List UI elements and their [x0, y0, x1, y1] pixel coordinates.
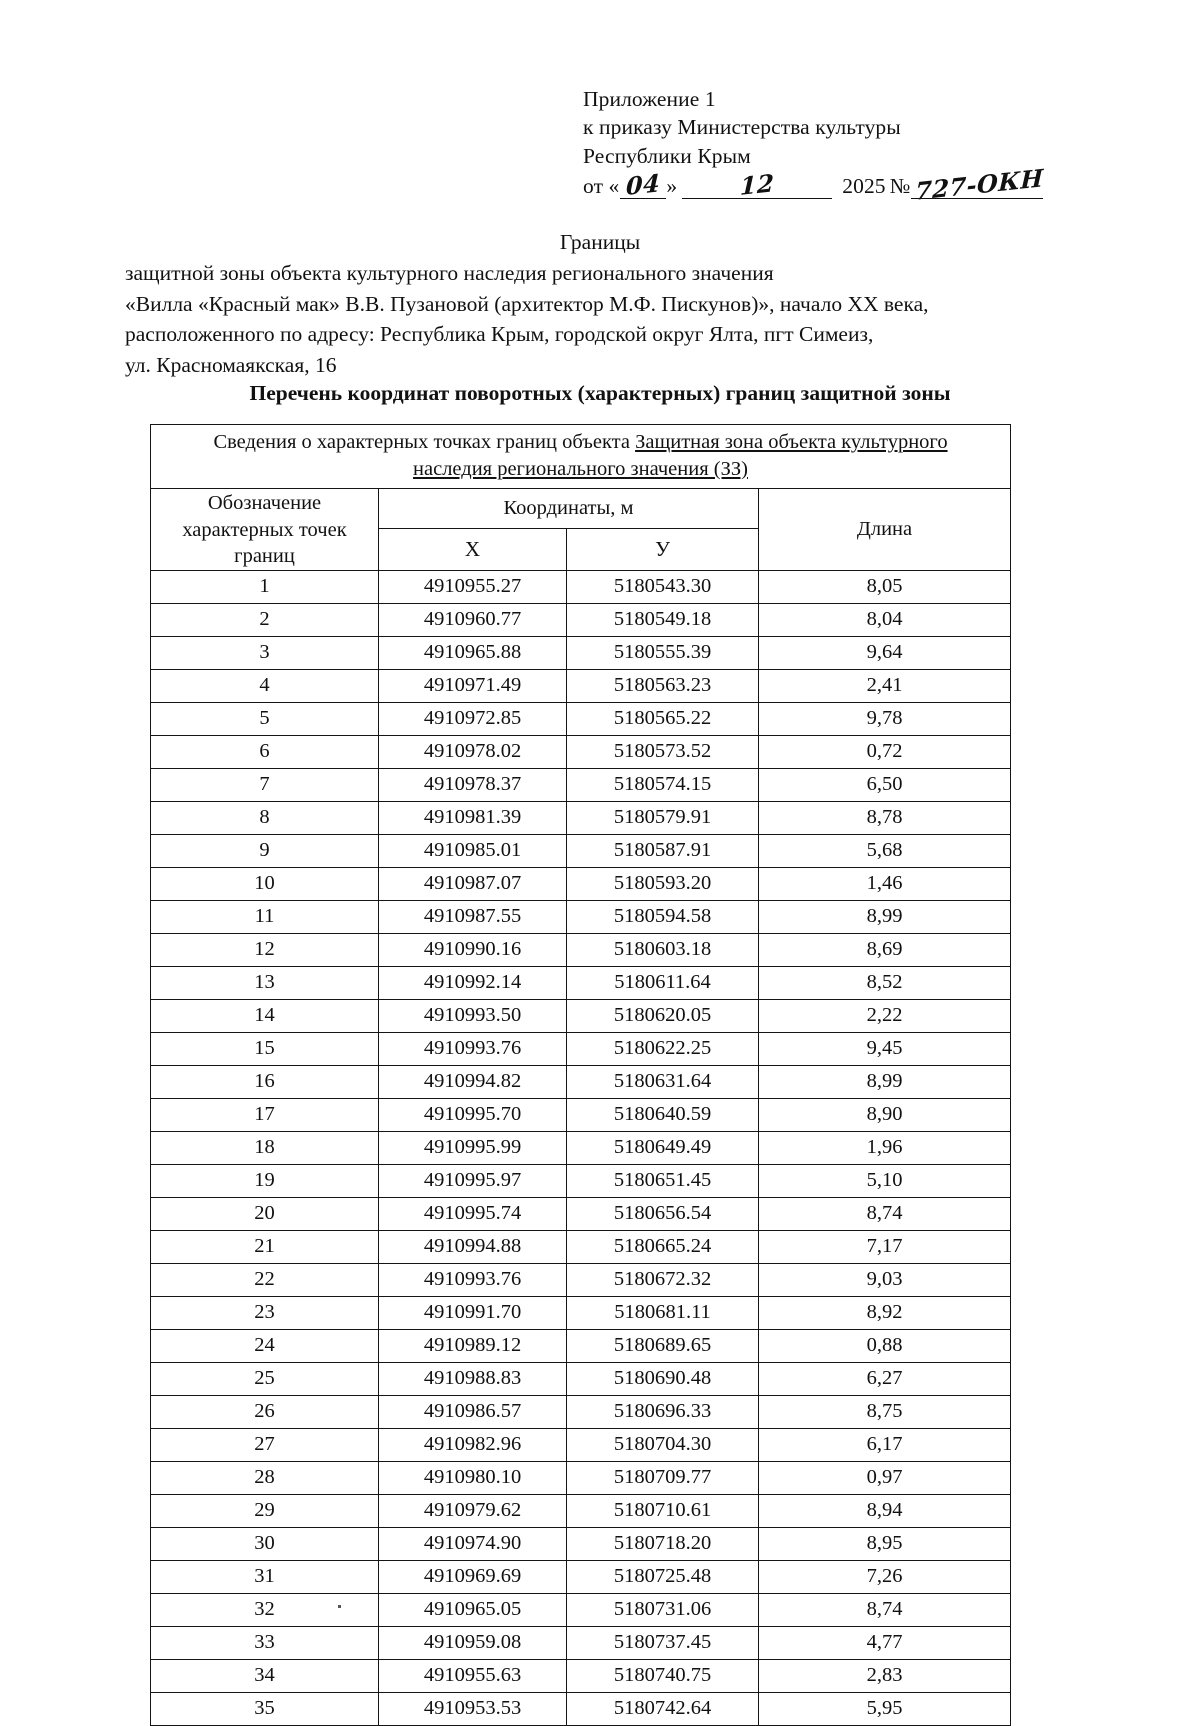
segment-length: 8,04: [759, 603, 1011, 636]
coordinate-y: 5180665.24: [567, 1230, 759, 1263]
appendix-header: [583, 85, 1045, 206]
point-id: 24: [151, 1329, 379, 1362]
table-row: [151, 1461, 1011, 1494]
table-row: [151, 1329, 1011, 1362]
coordinate-y: 5180742.64: [567, 1692, 759, 1725]
coordinate-x: 4910985.01: [379, 834, 567, 867]
segment-length: 8,69: [759, 933, 1011, 966]
coordinate-x: 4910989.12: [379, 1329, 567, 1362]
coordinate-y: 5180709.77: [567, 1461, 759, 1494]
table-header-row-1: [151, 489, 1011, 528]
page-mark: [338, 1605, 341, 1608]
segment-length: 4,77: [759, 1626, 1011, 1659]
point-id: 16: [151, 1065, 379, 1098]
point-id: 7: [151, 768, 379, 801]
segment-length: 9,64: [759, 636, 1011, 669]
coordinate-y: 5180565.22: [567, 702, 759, 735]
paragraph-line-2: «Вилла «Красный мак» В.В. Пузановой (архитектор М.Ф. Пискунов)», начало XX века,: [125, 291, 929, 316]
segment-length: 0,72: [759, 735, 1011, 768]
coordinate-y: 5180579.91: [567, 801, 759, 834]
segment-length: 9,45: [759, 1032, 1011, 1065]
coordinate-x: 4910969.69: [379, 1560, 567, 1593]
segment-length: 8,90: [759, 1098, 1011, 1131]
point-id: 29: [151, 1494, 379, 1527]
coordinate-y: 5180593.20: [567, 867, 759, 900]
coordinate-y: 5180710.61: [567, 1494, 759, 1527]
coordinate-x: 4910995.99: [379, 1131, 567, 1164]
coordinate-y: 5180573.52: [567, 735, 759, 768]
point-id: 33: [151, 1626, 379, 1659]
point-id: 12: [151, 933, 379, 966]
point-id: 5: [151, 702, 379, 735]
table-row: [151, 1032, 1011, 1065]
segment-length: 7,17: [759, 1230, 1011, 1263]
coordinate-y: 5180731.06: [567, 1593, 759, 1626]
point-id: 26: [151, 1395, 379, 1428]
section-title: Перечень координат поворотных (характерных) границ защитной зоны: [249, 381, 951, 405]
coordinate-x: 4910953.53: [379, 1692, 567, 1725]
paragraph-line-3: расположенного по адресу: Республика Крым, городской округ Ялта, пгт Симеиз,: [125, 322, 874, 347]
point-id: 23: [151, 1296, 379, 1329]
table-row: [151, 636, 1011, 669]
coordinate-y: 5180649.49: [567, 1131, 759, 1164]
table-row: [151, 933, 1011, 966]
table-row: [151, 1362, 1011, 1395]
banner-underlined-1: Защитная зона объекта культурного: [635, 431, 948, 453]
table-row: [151, 1197, 1011, 1230]
coordinate-y: 5180740.75: [567, 1659, 759, 1692]
segment-length: 8,75: [759, 1395, 1011, 1428]
coordinate-x: 4910982.96: [379, 1428, 567, 1461]
coordinate-y: 5180704.30: [567, 1428, 759, 1461]
point-id: 35: [151, 1692, 379, 1725]
coordinate-x: 4910987.55: [379, 900, 567, 933]
segment-length: 2,83: [759, 1659, 1011, 1692]
coordinate-y: 5180611.64: [567, 966, 759, 999]
table-row: [151, 999, 1011, 1032]
point-id: 32: [151, 1593, 379, 1626]
date-year: 2025: [842, 174, 886, 199]
coordinate-x: 4910988.83: [379, 1362, 567, 1395]
point-id: 21: [151, 1230, 379, 1263]
table-row: [151, 867, 1011, 900]
coordinate-x: 4910994.88: [379, 1230, 567, 1263]
point-id: 30: [151, 1527, 379, 1560]
segment-length: 9,78: [759, 702, 1011, 735]
coordinate-x: 4910955.27: [379, 570, 567, 603]
table-row: [151, 834, 1011, 867]
table-row: [151, 702, 1011, 735]
table-row: [151, 801, 1011, 834]
segment-length: 5,10: [759, 1164, 1011, 1197]
coordinate-x: 4910960.77: [379, 603, 567, 636]
point-id: 1: [151, 570, 379, 603]
coordinate-y: 5180549.18: [567, 603, 759, 636]
segment-length: 8,99: [759, 1065, 1011, 1098]
point-id: 27: [151, 1428, 379, 1461]
number-sign-label: №: [889, 174, 911, 199]
order-number-field: [911, 163, 1045, 206]
appendix-label: Приложение 1: [583, 87, 716, 111]
table-row: [151, 768, 1011, 801]
coordinate-x: 4910980.10: [379, 1461, 567, 1494]
segment-length: 6,50: [759, 768, 1011, 801]
paragraph-line-4: ул. Красномаякская, 16: [125, 352, 337, 377]
table-row: [151, 1659, 1011, 1692]
table-row: [151, 1263, 1011, 1296]
coordinate-x: 4910978.02: [379, 735, 567, 768]
coordinate-y: 5180718.20: [567, 1527, 759, 1560]
coordinate-x: 4910972.85: [379, 702, 567, 735]
point-id: 22: [151, 1263, 379, 1296]
segment-length: 9,03: [759, 1263, 1011, 1296]
date-month-handwriting: 12: [739, 168, 775, 202]
segment-length: 1,46: [759, 867, 1011, 900]
segment-length: 8,78: [759, 801, 1011, 834]
coordinate-y: 5180690.48: [567, 1362, 759, 1395]
banner-underlined-2: наследия регионального значения (ЗЗ): [413, 457, 748, 480]
coordinate-y: 5180656.54: [567, 1197, 759, 1230]
point-id: 17: [151, 1098, 379, 1131]
coordinate-y: 5180651.45: [567, 1164, 759, 1197]
coordinate-y: 5180640.59: [567, 1098, 759, 1131]
table-row: [151, 1428, 1011, 1461]
appendix-date-line: [583, 163, 1045, 206]
table-body: [151, 570, 1011, 1725]
coordinate-x: 4910965.05: [379, 1593, 567, 1626]
segment-length: 2,22: [759, 999, 1011, 1032]
point-id: 13: [151, 966, 379, 999]
point-id: 25: [151, 1362, 379, 1395]
banner-prefix: Сведения о характерных точках границ объекта: [213, 431, 636, 453]
coordinate-y: 5180594.58: [567, 900, 759, 933]
table-row: [151, 1395, 1011, 1428]
coordinate-x: 4910955.63: [379, 1659, 567, 1692]
header-length: Длина: [759, 489, 1011, 571]
coordinate-x: 4910971.49: [379, 669, 567, 702]
segment-length: 5,95: [759, 1692, 1011, 1725]
paragraph-line-1: защитной зоны объекта культурного наследия регионального значения: [125, 261, 774, 285]
coordinate-x: 4910992.14: [379, 966, 567, 999]
coordinate-y: 5180622.25: [567, 1032, 759, 1065]
order-number-handwriting: 727-ОКН: [915, 163, 1045, 206]
segment-length: 8,05: [759, 570, 1011, 603]
header-coordinates: Координаты, м: [379, 489, 759, 528]
segment-length: 2,41: [759, 669, 1011, 702]
coordinate-y: 5180603.18: [567, 933, 759, 966]
segment-length: 6,17: [759, 1428, 1011, 1461]
coordinate-x: 4910979.62: [379, 1494, 567, 1527]
table-row: [151, 966, 1011, 999]
coordinates-table: [150, 424, 1011, 1726]
date-day-field: [620, 168, 666, 202]
document-title: Границы: [559, 230, 641, 254]
appendix-order-line: к приказу Министерства культуры: [583, 115, 901, 140]
coordinate-y: 5180620.05: [567, 999, 759, 1032]
coordinate-x: 4910990.16: [379, 933, 567, 966]
table-row: [151, 1527, 1011, 1560]
date-quote-close: »: [666, 174, 678, 199]
coordinate-x: 4910995.74: [379, 1197, 567, 1230]
segment-length: 8,52: [759, 966, 1011, 999]
segment-length: 5,68: [759, 834, 1011, 867]
table-banner-row: [151, 425, 1011, 489]
table-row: [151, 570, 1011, 603]
coordinate-x: 4910974.90: [379, 1527, 567, 1560]
table-row: [151, 1494, 1011, 1527]
coordinate-x: 4910978.37: [379, 768, 567, 801]
coordinate-y: 5180574.15: [567, 768, 759, 801]
segment-length: 8,95: [759, 1527, 1011, 1560]
point-id: 9: [151, 834, 379, 867]
point-id: 3: [151, 636, 379, 669]
coordinate-y: 5180563.23: [567, 669, 759, 702]
table-row: [151, 1626, 1011, 1659]
coordinate-x: 4910986.57: [379, 1395, 567, 1428]
coordinate-y: 5180696.33: [567, 1395, 759, 1428]
point-id: 34: [151, 1659, 379, 1692]
segment-length: 6,27: [759, 1362, 1011, 1395]
point-id: 31: [151, 1560, 379, 1593]
coordinate-y: 5180681.11: [567, 1296, 759, 1329]
table-row: [151, 1560, 1011, 1593]
coordinate-x: 4910995.97: [379, 1164, 567, 1197]
point-id: 11: [151, 900, 379, 933]
segment-length: 8,94: [759, 1494, 1011, 1527]
table-banner-cell: [151, 425, 1011, 489]
date-day-handwriting: 04: [625, 168, 662, 202]
table-row: [151, 1230, 1011, 1263]
table-row: [151, 1164, 1011, 1197]
header-y: У: [567, 528, 759, 570]
coordinate-x: 4910981.39: [379, 801, 567, 834]
table-row: [151, 1296, 1011, 1329]
coordinate-y: 5180631.64: [567, 1065, 759, 1098]
segment-length: 8,74: [759, 1197, 1011, 1230]
coordinate-x: 4910959.08: [379, 1626, 567, 1659]
point-id: 2: [151, 603, 379, 636]
coordinate-x: 4910991.70: [379, 1296, 567, 1329]
coordinate-y: 5180555.39: [567, 636, 759, 669]
coordinate-y: 5180587.91: [567, 834, 759, 867]
coordinate-y: 5180725.48: [567, 1560, 759, 1593]
point-id: 20: [151, 1197, 379, 1230]
segment-length: 0,97: [759, 1461, 1011, 1494]
table-row: [151, 1065, 1011, 1098]
table-row: [151, 1593, 1011, 1626]
document-paragraph: [125, 258, 1035, 380]
segment-length: 8,92: [759, 1296, 1011, 1329]
date-month-field: [682, 168, 832, 202]
coordinate-x: 4910993.76: [379, 1032, 567, 1065]
coordinate-x: 4910994.82: [379, 1065, 567, 1098]
point-id: 19: [151, 1164, 379, 1197]
coordinate-x: 4910993.50: [379, 999, 567, 1032]
point-id: 14: [151, 999, 379, 1032]
coordinate-x: 4910965.88: [379, 636, 567, 669]
segment-length: 8,74: [759, 1593, 1011, 1626]
segment-length: 1,96: [759, 1131, 1011, 1164]
segment-length: 0,88: [759, 1329, 1011, 1362]
coordinate-x: 4910995.70: [379, 1098, 567, 1131]
coordinate-y: 5180672.32: [567, 1263, 759, 1296]
header-x: X: [379, 528, 567, 570]
table-row: [151, 735, 1011, 768]
table-row: [151, 1098, 1011, 1131]
date-prefix: от «: [583, 174, 620, 199]
coordinate-y: 5180543.30: [567, 570, 759, 603]
point-id: 28: [151, 1461, 379, 1494]
point-id: 15: [151, 1032, 379, 1065]
segment-length: 7,26: [759, 1560, 1011, 1593]
table-row: [151, 900, 1011, 933]
header-designation: Обозначение характерных точек границ: [151, 489, 379, 571]
segment-length: 8,99: [759, 900, 1011, 933]
point-id: 8: [151, 801, 379, 834]
point-id: 6: [151, 735, 379, 768]
table-row: [151, 1131, 1011, 1164]
table-row: [151, 603, 1011, 636]
table-row: [151, 1692, 1011, 1725]
point-id: 18: [151, 1131, 379, 1164]
coordinate-x: 4910987.07: [379, 867, 567, 900]
coordinate-y: 5180737.45: [567, 1626, 759, 1659]
point-id: 4: [151, 669, 379, 702]
coordinate-y: 5180689.65: [567, 1329, 759, 1362]
point-id: 10: [151, 867, 379, 900]
table-row: [151, 669, 1011, 702]
appendix-republic-line: Республики Крым: [583, 143, 751, 168]
coordinate-x: 4910993.76: [379, 1263, 567, 1296]
